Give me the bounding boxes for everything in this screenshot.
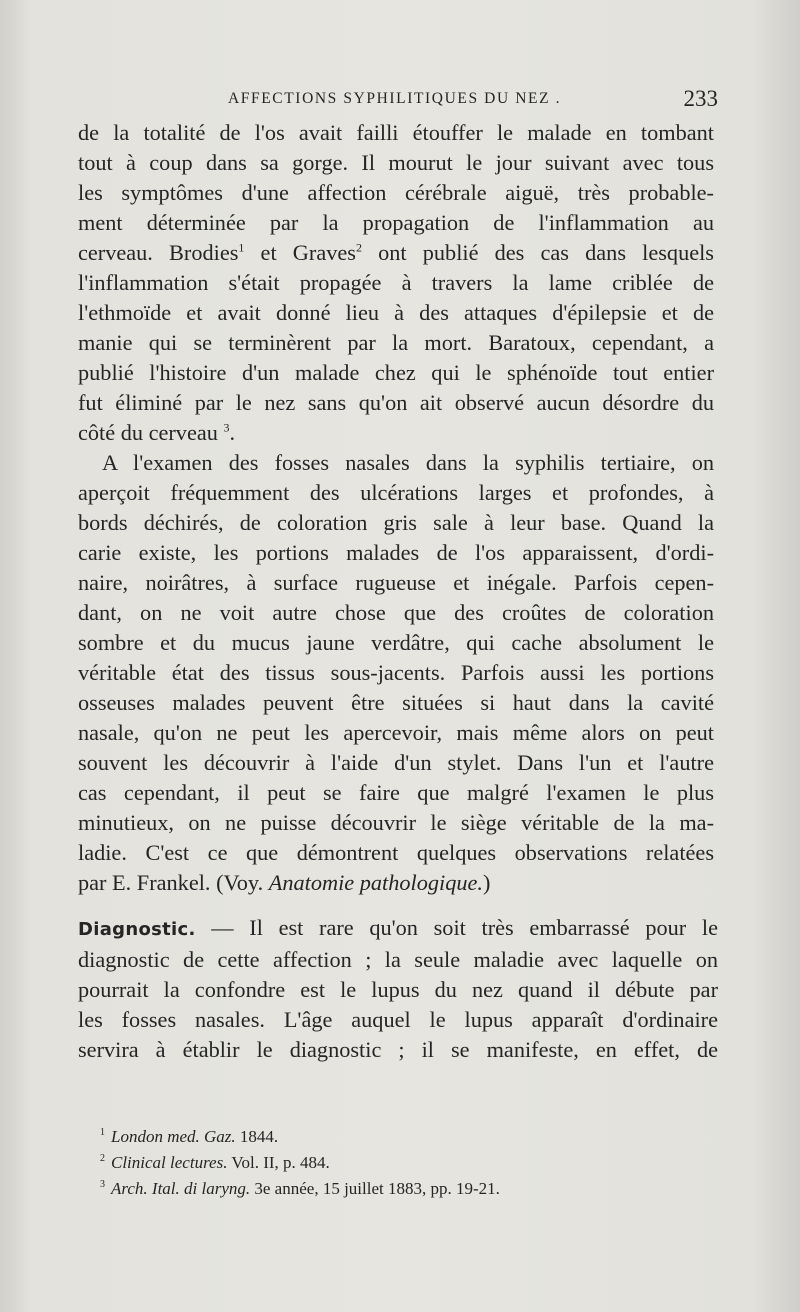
paragraph-1 (78, 118, 714, 448)
text-segment: . (229, 420, 236, 445)
text-segment: cerveau. Brodies (78, 240, 239, 265)
footnote-source: Arch. Ital. di laryng. (111, 1179, 251, 1198)
footnote-detail: 3e année, 15 juillet 1883, pp. 19-21. (250, 1179, 500, 1198)
text-line: l'ethmoïde et avait donné lieu à des attaques d'épilepsie et de (78, 300, 714, 325)
text-segment: ) (483, 870, 491, 895)
text-line: ment déterminée par la propagation de l'inflammation au (78, 210, 714, 235)
footnote-ref: 1 (238, 240, 245, 255)
text-line: véritable état des tissus sous-jacents. Parfois aussi les portions (78, 660, 714, 685)
section-heading: Diagnostic. (78, 919, 196, 940)
text-line: les fosses nasales. L'âge auquel le lupus apparaît d'ordinaire (78, 1007, 718, 1032)
text-segment: ont publié des cas dans lesquels (361, 240, 714, 265)
text-line (78, 418, 714, 448)
footnote-source: Clinical lectures. (111, 1153, 228, 1172)
text-line: souvent les découvrir à l'aide d'un stylet. Dans l'un et l'autre (78, 750, 714, 775)
main-text (78, 118, 714, 898)
text-line: A l'examen des fosses nasales dans la syphilis tertiaire, on (102, 450, 714, 475)
text-line: dant, on ne voit autre chose que des croûtes de coloration (78, 600, 714, 625)
text-segment: par E. Frankel. (Voy. (78, 870, 269, 895)
page-header (78, 86, 718, 118)
text-line: bords déchirés, de coloration gris sale à leur base. Quand la (78, 510, 714, 535)
text-line (78, 868, 714, 898)
text-line (78, 238, 714, 268)
text-segment: côté du cerveau (78, 420, 218, 445)
page-number: 233 (683, 86, 718, 111)
text-line: tout à coup dans sa gorge. Il mourut le jour suivant avec tous (78, 150, 714, 175)
footnote-source: London med. Gaz. (111, 1127, 236, 1146)
footnote (100, 1124, 660, 1150)
footnote-detail: 1844. (235, 1127, 279, 1146)
text-line: carie existe, les portions malades de l'os apparaissent, d'ordi- (78, 540, 714, 565)
footnotes (100, 1124, 660, 1202)
text-segment: et Graves (244, 240, 356, 265)
diagnostic-section (78, 913, 718, 1065)
text-line: osseuses malades peuvent être situées si haut dans la cavité (78, 690, 714, 715)
text-line: diagnostic de cette affection ; la seule maladie avec laquelle on (78, 947, 718, 972)
footnote-ref: 3 (223, 420, 230, 435)
footnote-mark: 3 (100, 1179, 105, 1191)
footnote-mark: 2 (100, 1153, 105, 1165)
text-line: fut éliminé par le nez sans qu'on ait observé aucun désordre du (78, 390, 714, 415)
text-line (78, 913, 718, 945)
text-segment: — Il est rare qu'on soit très embarrassé pour le (195, 915, 718, 940)
running-title: AFFECTIONS SYPHILITIQUES DU NEZ . (228, 90, 562, 107)
text-line: ladie. C'est ce que démontrent quelques observations relatées (78, 840, 714, 865)
footnote (100, 1176, 660, 1202)
text-line: de la totalité de l'os avait failli étouffer le malade en tombant (78, 120, 714, 145)
text-line: nasale, qu'on ne peut les apercevoir, mais même alors on peut (78, 720, 714, 745)
text-line: pourrait la confondre est le lupus du nez quand il débute par (78, 977, 718, 1002)
footnote-mark: 1 (100, 1127, 105, 1139)
footnote-detail: Vol. II, p. 484. (227, 1153, 330, 1172)
paragraph-2 (78, 448, 714, 898)
text-line: naire, noirâtres, à surface rugueuse et inégale. Parfois cepen- (78, 570, 714, 595)
footnote-ref: 2 (355, 240, 362, 255)
text-line: publié l'histoire d'un malade chez qui le sphénoïde tout entier (78, 360, 714, 385)
text-line: les symptômes d'une affection cérébrale aiguë, très probable- (78, 180, 714, 205)
text-line: minutieux, on ne puisse découvrir le siège véritable de la ma- (78, 810, 714, 835)
text-line: cas cependant, il peut se faire que malgré l'examen le plus (78, 780, 714, 805)
text-line: sombre et du mucus jaune verdâtre, qui cache absolument le (78, 630, 714, 655)
text-line: aperçoit fréquemment des ulcérations larges et profondes, à (78, 480, 714, 505)
footnote (100, 1150, 660, 1176)
text-line: manie qui se terminèrent par la mort. Baratoux, cependant, a (78, 330, 714, 355)
book-reference: Anatomie pathologique. (268, 870, 484, 895)
text-line: servira à établir le diagnostic ; il se manifeste, en effet, de (78, 1037, 718, 1062)
text-line: l'inflammation s'était propagée à travers la lame criblée de (78, 270, 714, 295)
